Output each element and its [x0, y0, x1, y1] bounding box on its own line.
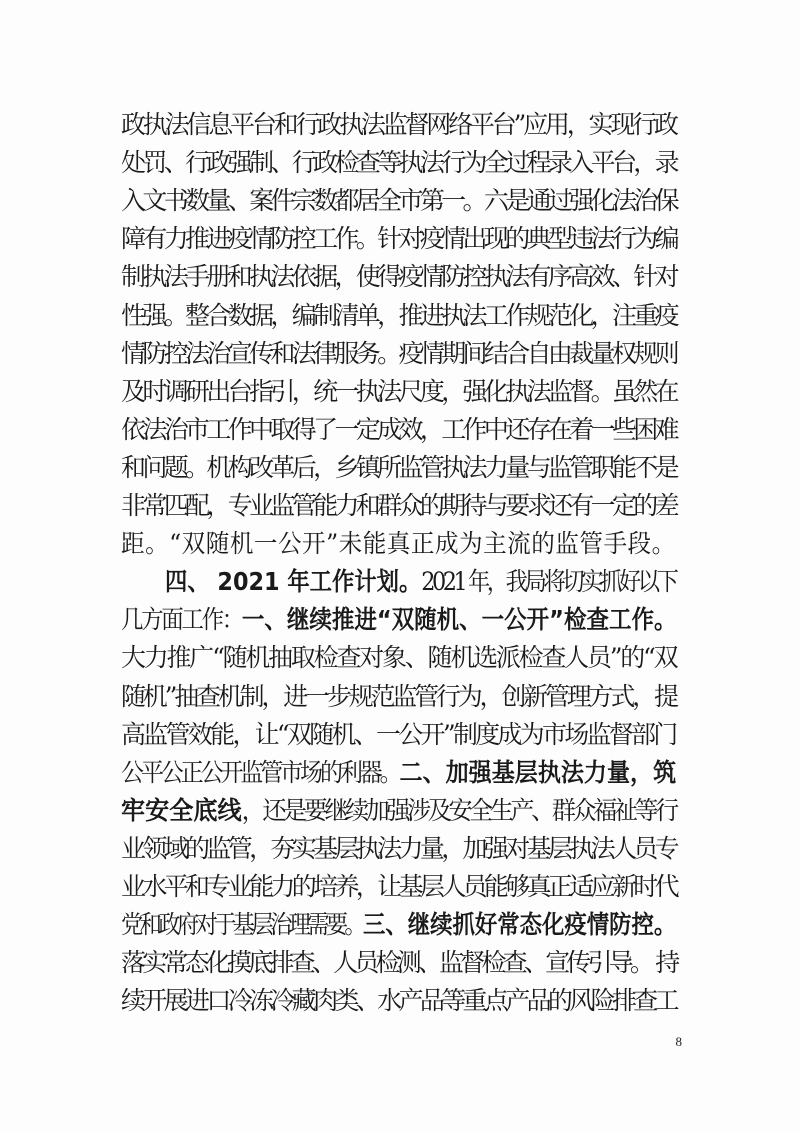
line-text: 高监管效能，让“双随机、一公开”制度成为市场监督部门 [121, 719, 676, 749]
line-text: 几方面工作： [121, 605, 242, 635]
page-number: 8 [675, 1034, 682, 1049]
bold-heading-text: 一、继续推进“双随机、一公开”检查工作。 [241, 605, 677, 635]
line-text: 公平公正公开监管市场的利器。 [121, 757, 400, 787]
text-line [121, 796, 676, 826]
text-line [121, 224, 676, 254]
line-text: 依法治市工作中取得了一定成效，工作中还存在着一些困难 [121, 414, 677, 444]
line-text: 及时调研出台指引，统一执法尺度，强化执法监督。虽然在 [121, 376, 677, 406]
line-text: 距。“双随机一公开”未能真正成为主流的监管手段。 [121, 529, 676, 559]
line-text: 落实常态化摸底排查、人员检测、监督检查、宣传引导。 持 [121, 948, 677, 978]
text-line [121, 529, 676, 559]
text-line [121, 986, 676, 1016]
line-text: 大力推广“随机抽取检查对象、随机选派检查人员”的“双 [121, 643, 677, 673]
text-line [121, 453, 676, 483]
text-line [121, 720, 676, 750]
text-line [121, 682, 676, 712]
text-line [121, 301, 676, 331]
line-text: 业领域的监管，夯实基层执法力量，加强对基层执法人员专 [121, 833, 677, 863]
line-text: 2021 年，我局将切实抓好以下 [421, 567, 676, 597]
text-line [121, 377, 676, 407]
line-text: 随机”抽查机制，进一步规范监管行为，创新管理方式，提 [121, 681, 676, 711]
text-line [121, 948, 676, 978]
line-text: 业水平和专业能力的培养，让基层人员能够真正适应新时代 [121, 872, 677, 901]
bold-heading-text: 二、加强基层执法力量，筑 [399, 757, 677, 787]
line-text: 制执法手册和执法依据，使得疫情防控执法有序高效、针对 [121, 262, 677, 292]
line-text: 障有力推进疫情防控工作。针对疫情出现的典型违法行为编 [121, 224, 677, 254]
text-line [121, 262, 676, 292]
line-text: 性强。整合数据，编制清单，推进执法工作规范化，注重疫 [121, 300, 677, 330]
line-text: ，还是要继续加强涉及安全生产、群众福祉等行 [241, 795, 676, 825]
line-text: 政执法信息平台和行政执法监督网络平台”应用，实现行政 [121, 110, 676, 139]
text-line [121, 872, 676, 902]
text-line [121, 415, 676, 445]
bold-heading-text: 四、 2021 年工作计划。 [165, 567, 422, 597]
line-text: 情防控法治宣传和法律服务。疫情期间结合自由裁量权规则 [121, 338, 677, 368]
line-text: 和问题。机构改革后，乡镇所监管执法力量与监管职能不是 [121, 452, 677, 482]
text-line [121, 110, 676, 140]
line-text: 党和政府对于基层治理需要。 [121, 910, 363, 940]
bold-heading-text: 牢安全底线 [121, 795, 242, 825]
text-line [121, 910, 676, 940]
text-line [165, 567, 676, 597]
line-text: 续开展进口冷冻冷藏肉类、水产品等重点产品的风险排查工 [121, 986, 677, 1016]
line-text: 处罚、行政强制、行政检查等执法行为全过程录入平台，录 [121, 148, 677, 178]
bold-heading-text: 三、继续抓好常态化疫情防控。 [362, 910, 677, 940]
text-line [121, 186, 676, 216]
text-line [121, 491, 676, 521]
line-text: 非常匹配，专业监管能力和群众的期待与要求还有一定的差 [121, 491, 677, 520]
line-text: 入文书数量、案件宗数都居全市第一。六是通过强化法治保 [121, 186, 677, 216]
text-line [121, 605, 676, 635]
text-line [121, 834, 676, 864]
text-line [121, 148, 676, 178]
text-line [121, 339, 676, 369]
text-line [121, 643, 676, 673]
text-line [121, 758, 676, 788]
